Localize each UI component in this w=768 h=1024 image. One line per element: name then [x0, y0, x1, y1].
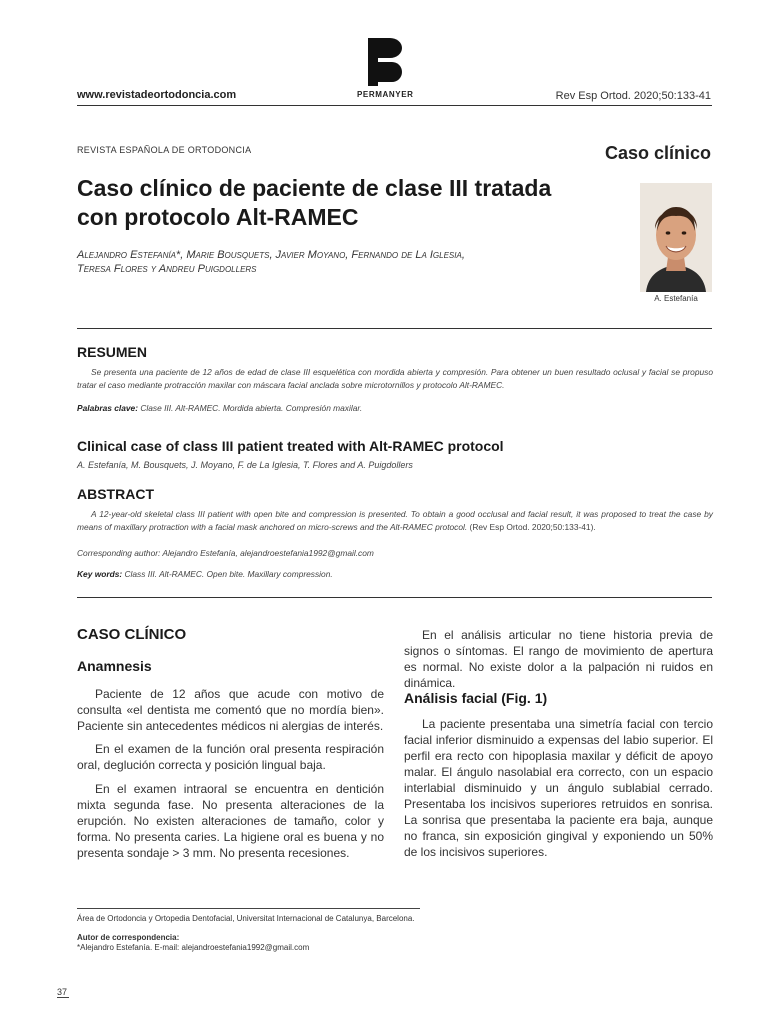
resumen-keywords [77, 403, 362, 413]
page-number-underline [57, 997, 69, 998]
section-divider [77, 597, 712, 598]
english-title: Clinical case of class III patient treated with Alt-RAMEC protocol [77, 438, 504, 454]
permanyer-logo [366, 38, 402, 86]
section-divider [77, 328, 712, 329]
paragraph: En el examen intraoral se encuentra en dentición mixta segunda fase. No presenta alteraciones de la erupción. No existen alteraciones de tamaño, color y forma. No presenta caries. La higiene oral es buena y no presenta sondaje > 3 mm. No presenta recesiones. [77, 782, 384, 860]
abstract-citation: (Rev Esp Ortod. 2020;50:133-41). [469, 521, 596, 532]
publisher-name: PERMANYER [357, 90, 414, 99]
resumen-heading: RESUMEN [77, 344, 148, 360]
website-link[interactable]: www.revistadeortodoncia.com [77, 89, 237, 101]
abstract-body: A 12-year-old skeletal class III patient with open bite and compression is presented. To obtain a good occlusal and facial result, it was proposed to treat the case by means of maxillary protraction with a facial mask anchored on micro-screws and the Alt-RAMEC protocol. [77, 509, 713, 532]
heading-text: CASO CLÍNICO [77, 626, 187, 643]
article-title: Caso clínico de paciente de clase III tratada con protocolo Alt-RAMEC [77, 175, 552, 230]
keywords-text: Clase III. Alt-RAMEC. Mordida abierta. Compresión maxilar. [140, 403, 363, 413]
heading-text: Análisis facial (Fig. 1) [404, 690, 548, 706]
anamnesis-heading [77, 658, 384, 674]
paragraph: En el examen de la función oral presenta respiración oral, deglución correcta y posición lingual baja. [77, 742, 384, 772]
paragraph: La paciente presentaba una simetría facial con tercio facial inferior disminuido a expensas del labio superior. El perfil era recto con hipoplasia maxilar y déficit de apoyo malar. El ángulo nasolabial era correcto, con un espacio interlabial disminuido y un ángulo sublabial cerrado. Presentaba los incisivos superiores retruidos en sonrisa. La sonrisa que presentaba la paciente era baja, aunque no franca, sin exposición gingival y exponiendo un 50% de los incisivos superiores. [404, 717, 713, 859]
caso-clinico-heading [77, 626, 384, 643]
page-number: 37 [57, 987, 68, 997]
correspondence-label: Autor de correspondencia: [77, 933, 180, 942]
header-divider [77, 105, 712, 106]
keywords-text: Class III. Alt-RAMEC. Open bite. Maxillary compression. [124, 569, 333, 579]
resumen-text: Se presenta una paciente de 12 años de edad de clase III esquelética con mordida abierta y compresión. Para obtener un buen resultado oclusal y facial se propuso tratar el caso mediante protracción maxilar con máscara facial anclada sobre microtornillos y protocolo Alt-RAMEC. [77, 367, 713, 390]
keywords-label: Key words: [77, 569, 123, 579]
journal-citation: Rev Esp Ortod. 2020;50:133-41 [555, 90, 711, 102]
author-list [77, 248, 617, 276]
abstract-keywords [77, 569, 333, 579]
paragraph: Paciente de 12 años que acude con motivo de consulta «el dentista me comentó que no mordía bien». Paciente sin antecedentes médicos ni alergias de interés. [77, 687, 384, 733]
keywords-label: Palabras clave: [77, 403, 138, 413]
photo-caption: A. Estefanía [654, 294, 698, 303]
affiliation: Área de Ortodoncia y Ortopedia Dentofacial, Universitat Internacional de Catalunya, Barcelona. [77, 914, 415, 923]
author-line: Teresa Flores y Andreu Puigdollers [77, 263, 257, 275]
journal-name: REVISTA ESPAÑOLA DE ORTODONCIA [77, 145, 252, 155]
heading-text: Anamnesis [77, 658, 152, 674]
abstract-heading: ABSTRACT [77, 486, 154, 502]
author-photo [640, 183, 712, 292]
analisis-facial-heading [404, 690, 713, 706]
correspondence-contact: *Alejandro Estefanía. E-mail: alejandroestefania1992@gmail.com [77, 943, 310, 952]
footnote-divider [77, 908, 420, 909]
section-label: Caso clínico [604, 143, 711, 163]
english-authors: A. Estefanía, M. Bousquets, J. Moyano, F. de La Iglesia, T. Flores and A. Puigdollers [77, 460, 413, 470]
corresponding-author: Corresponding author: Alejandro Estefanía, alejandroestefania1992@gmail.com [77, 548, 374, 558]
abstract-text [77, 508, 713, 533]
author-line: Alejandro Estefanía*, Marie Bousquets, Javier Moyano, Fernando de La Iglesia, [77, 249, 465, 261]
paragraph: En el análisis articular no tiene historia previa de signos o síntomas. El rango de movimiento de apertura es normal. No existe dolor a la palpación ni ruidos en dinámica. [404, 628, 713, 690]
